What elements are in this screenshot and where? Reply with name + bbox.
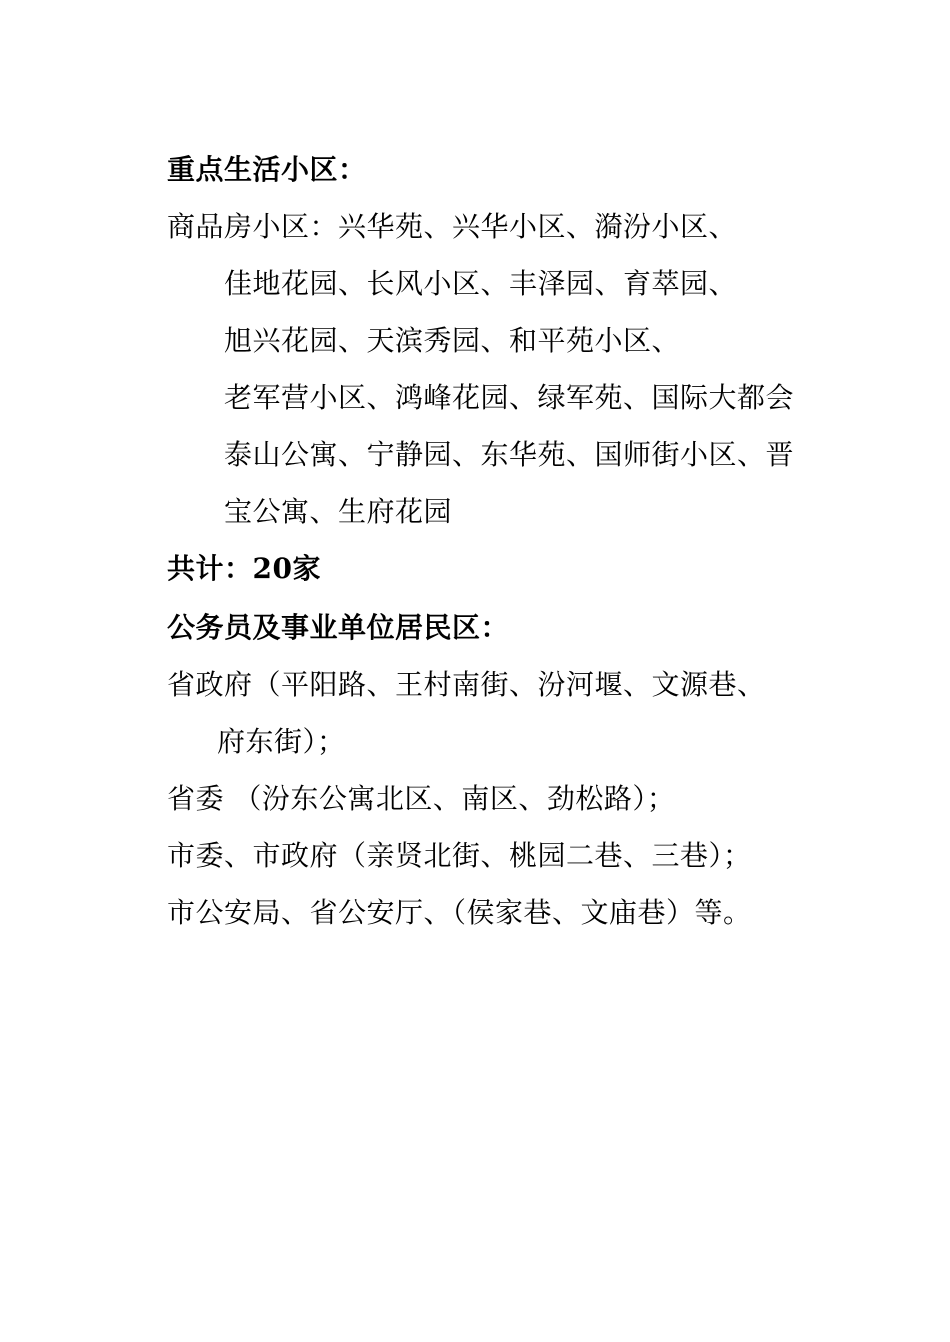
heading-civil-servants: 公务员及事业单位居民区： (167, 611, 510, 644)
commercial-line-4: 老军营小区、鸿峰花园、绿军苑、国际大都会 (224, 381, 795, 414)
heading-residential: 重点生活小区： (167, 153, 367, 186)
commercial-line-2: 佳地花园、长风小区、丰泽园、育萃园、 (224, 267, 738, 300)
commercial-line-3: 旭兴花园、天滨秀园、和平苑小区、 (224, 324, 681, 357)
civil-line-4: 市委、市政府（亲贤北街、桃园二巷、三巷）； (167, 839, 752, 872)
total-count: 共计：20家 (167, 552, 321, 585)
commercial-line-6: 宝公寓、生府花园 (224, 495, 453, 528)
civil-line-5: 市公安局、省公安厅、（侯家巷、文庙巷）等。 (167, 896, 752, 929)
civil-line-2: 府东街）； (217, 725, 346, 758)
civil-line-1: 省政府（平阳路、王村南街、汾河堰、文源巷、 (167, 668, 766, 701)
commercial-line-1: 商品房小区：兴华苑、兴华小区、漪汾小区、 (167, 210, 738, 243)
civil-line-3: 省委 （汾东公寓北区、南区、劲松路）； (167, 782, 676, 815)
commercial-line-5: 泰山公寓、宁静园、东华苑、国师街小区、晋 (224, 438, 795, 471)
